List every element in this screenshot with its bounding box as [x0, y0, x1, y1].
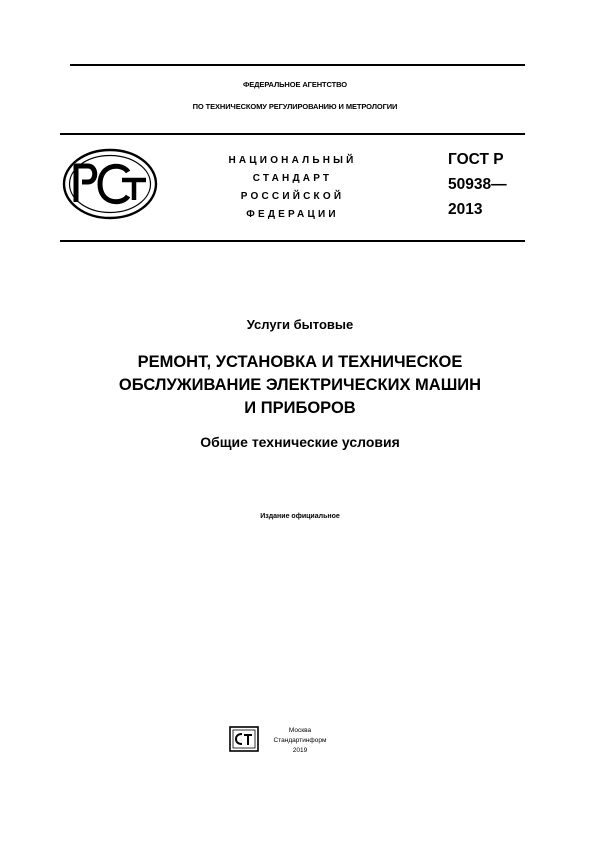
edition-note: Издание официальное	[260, 513, 340, 520]
header-rule-top	[60, 133, 525, 135]
document-category: Услуги бытовые	[246, 317, 354, 332]
document-title-line-2: ОБСЛУЖИВАНИЕ ЭЛЕКТРИЧЕСКИХ МАШИН	[118, 376, 482, 394]
standard-type-line-3: РОССИЙСКОЙ	[240, 191, 345, 202]
designation-line-2: 50938—	[448, 176, 507, 193]
document-title-line-3: И ПРИБОРОВ	[244, 399, 356, 417]
publisher-city: Москва	[288, 727, 312, 734]
rst-logo	[60, 146, 160, 222]
publisher-year: 2019	[292, 747, 308, 754]
standard-type-line-1: НАЦИОНАЛЬНЫЙ	[228, 155, 357, 166]
header-rule-bottom	[60, 240, 525, 242]
standard-type-line-2: СТАНДАРТ	[252, 173, 333, 184]
document-title-line-1: РЕМОНТ, УСТАНОВКА И ТЕХНИЧЕСКОЕ	[137, 353, 463, 371]
publisher-name: Стандартинформ	[273, 737, 327, 744]
top-rule	[70, 64, 525, 66]
designation-line-1: ГОСТ Р	[448, 151, 504, 168]
designation-line-3: 2013	[448, 201, 483, 218]
rst-certification-mark-icon	[60, 146, 160, 222]
standard-type-line-4: ФЕДЕРАЦИИ	[246, 209, 339, 220]
agency-line-2: ПО ТЕХНИЧЕСКОМУ РЕГУЛИРОВАНИЮ И МЕТРОЛОГИИ	[192, 102, 398, 111]
agency-line-1: ФЕДЕРАЛЬНОЕ АГЕНТСТВО	[242, 80, 348, 89]
document-subtitle: Общие технические условия	[200, 434, 400, 450]
